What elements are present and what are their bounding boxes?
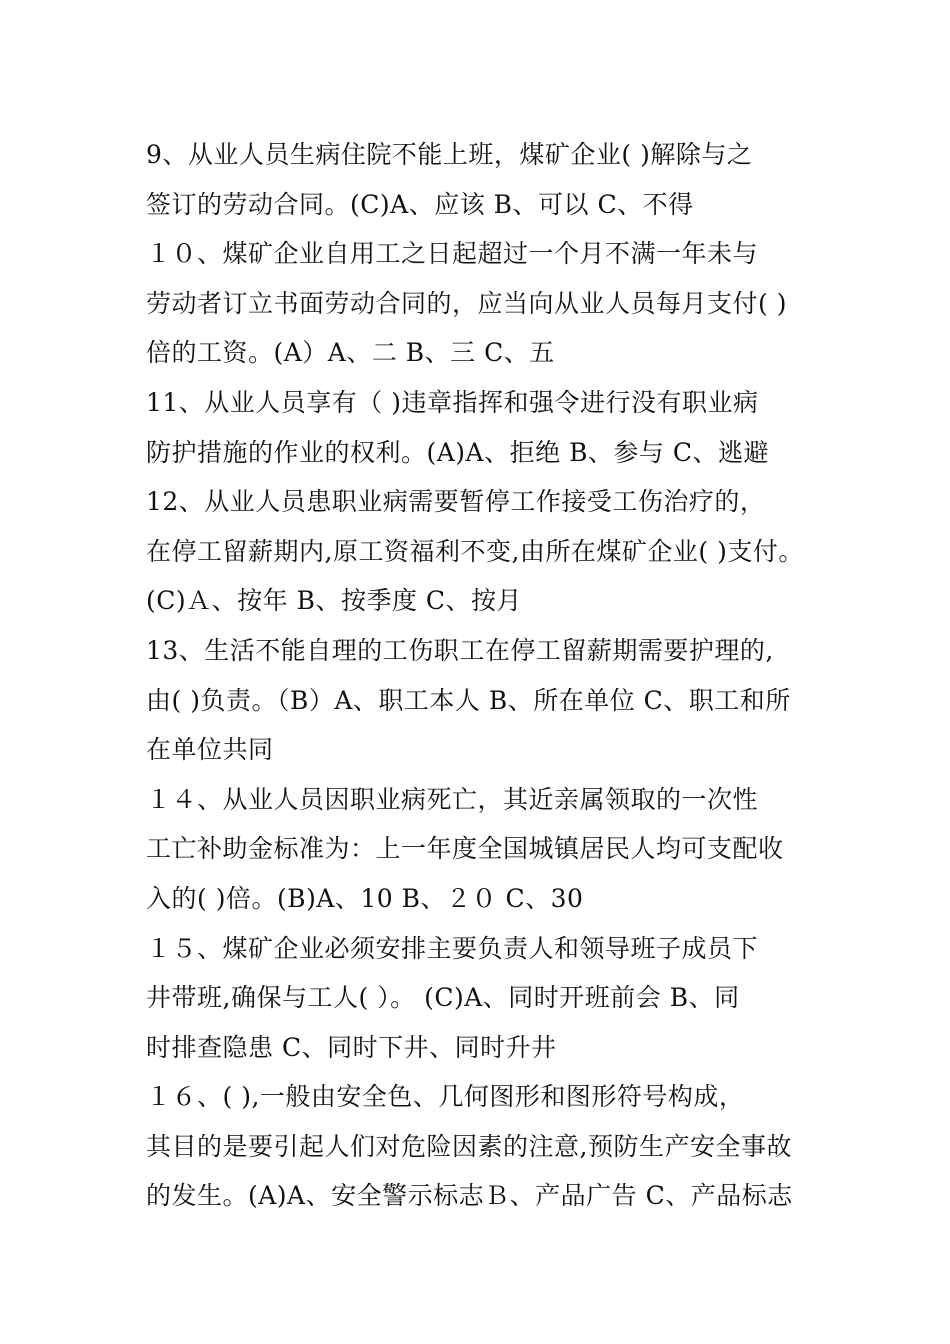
question-line: 入的( )倍。(B)A、10 B、２０ C、30 [146, 883, 584, 913]
question-line: 时排查隐患 C、同时下井、同时升井 [146, 1032, 557, 1062]
question-14 [146, 775, 816, 924]
question-13 [146, 626, 816, 775]
question-line: 9、从业人员生病住院不能上班，煤矿企业( )解除与之 [146, 140, 753, 169]
question-line: １４、从业人员因职业病死亡，其近亲属领取的一次性 [146, 784, 759, 814]
question-list [146, 130, 816, 1221]
question-15 [146, 924, 816, 1073]
question-line: 13、生活不能自理的工伤职工在停工留薪期需要护理的, [146, 635, 774, 665]
question-line: 井带班,确保与工人( ）。 (C)A、同时开班前会 B、同 [146, 983, 740, 1013]
question-line: 11、从业人员享有（ )违章指挥和强令进行没有职业病 [146, 387, 759, 417]
question-line: 工亡补助金标准为：上一年度全国城镇居民人均可支配收 [146, 834, 784, 864]
question-11 [146, 378, 816, 477]
question-line: (C)Ａ、按年 B、按季度 C、按月 [146, 586, 523, 616]
question-line: １０、煤矿企业自用工之日起超过一个月不满一年未与 [146, 239, 759, 269]
question-line: １６、( ),一般由安全色、几何图形和图形符号构成， [146, 1082, 745, 1112]
question-line: 签订的劳动合同。(C)A、应该 B、可以 C、不得 [146, 189, 694, 219]
question-line: 在停工留薪期内,原工资福利不变,由所在煤矿企业( )支付。 [146, 536, 804, 566]
question-9 [146, 130, 816, 229]
question-line: 在单位共同 [146, 735, 274, 765]
question-line: 防护措施的作业的权利。(A)A、拒绝 B、参与 C、逃避 [146, 437, 770, 467]
question-line: １５、煤矿企业必须安排主要负责人和领导班子成员下 [146, 933, 759, 963]
question-line: 倍的工资。(A）A、二 B、三 C、五 [146, 338, 555, 368]
question-12 [146, 477, 816, 626]
question-10 [146, 229, 816, 378]
question-line: 其目的是要引起人们对危险因素的注意,预防生产安全事故 [146, 1131, 792, 1161]
question-line: 12、从业人员患职业病需要暂停工作接受工伤治疗的， [146, 487, 766, 517]
question-line: 的发生。(A)A、安全警示标志Ｂ、产品广告 C、产品标志 [146, 1181, 793, 1211]
question-line: 由( )负责。（B）A、职工本人 B、所在单位 C、职工和所 [146, 685, 791, 715]
question-16 [146, 1072, 816, 1221]
question-line: 劳动者订立书面劳动合同的，应当向从业人员每月支付( ) [146, 288, 787, 318]
